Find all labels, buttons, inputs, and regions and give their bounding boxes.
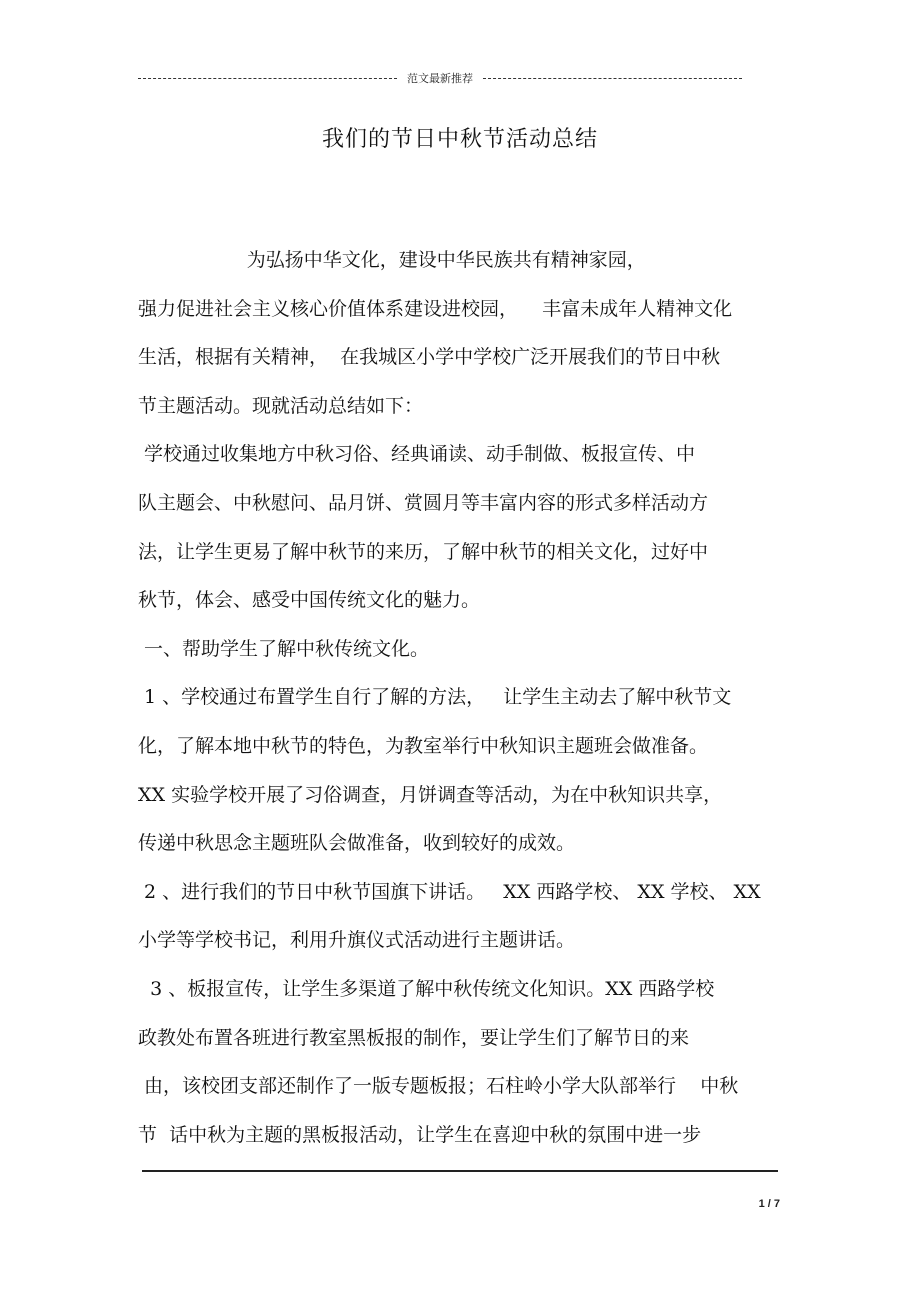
header-dash-right [483,78,742,79]
page-header [138,71,742,85]
body-line: 1 、学校通过布置学生自行了解的方法， 让学生主动去了解中秋节文 [138,686,732,709]
body-line: 由，该校团支部还制作了一版专题板报；石柱岭小学大队部举行 中秋 [138,1075,739,1098]
body-line: 节 话中秋为主题的黑板报活动，让学生在喜迎中秋的氛围中进一步 [138,1123,702,1146]
body-line: XX 实验学校开展了习俗调查，月饼调查等活动，为在中秋知识共享， [138,783,723,806]
document-title: 我们的节日中秋节活动总结 [321,127,598,152]
header-dash-left [138,78,397,79]
page-number: 1 / 7 [758,1198,780,1210]
body-line: 节主题活动。现就活动总结如下： [138,394,424,417]
body-line: 队主题会、中秋慰问、品月饼、赏圆月等丰富内容的形式多样活动方 [138,491,709,514]
footer-divider [142,1170,778,1172]
document-body [138,240,778,1163]
body-line: 强力促进社会主义核心价值体系建设进校园， 丰富未成年人精神文化 [138,297,733,320]
body-line: 学校通过收集地方中秋习俗、经典诵读、动手制做、板报宣传、中 [138,443,696,466]
header-label: 范文最新推荐 [407,72,473,85]
body-line: 3 、板报宣传，让学生多渠道了解中秋传统文化知识。XX 西路学校 [138,977,715,1000]
body-line: 2 、进行我们的节日中秋节国旗下讲话。 XX 西路学校、 XX 学校、 XX [138,880,761,903]
body-line: 为弘扬中华文化，建设中华民族共有精神家园， [138,249,646,271]
body-line: 法，让学生更易了解中秋节的来历，了解中秋节的相关文化，过好中 [138,540,709,563]
body-line: 生活，根据有关精神， 在我城区小学中学校广泛开展我们的节日中秋 [138,346,721,369]
body-line: 政教处布置各班进行教室黑板报的制作，要让学生们了解节日的来 [138,1026,690,1049]
body-line: 化，了解本地中秋节的特色，为教室举行中秋知识主题班会做准备。 [138,734,709,757]
section-heading: 一、帮助学生了解中秋传统文化。 [138,637,430,660]
body-line: 传递中秋思念主题班队会做准备，收到较好的成效。 [138,832,576,855]
body-line: 小学等学校书记，利用升旗仪式活动进行主题讲话。 [138,929,576,952]
body-line: 秋节，体会、感受中国传统文化的魅力。 [138,589,481,612]
